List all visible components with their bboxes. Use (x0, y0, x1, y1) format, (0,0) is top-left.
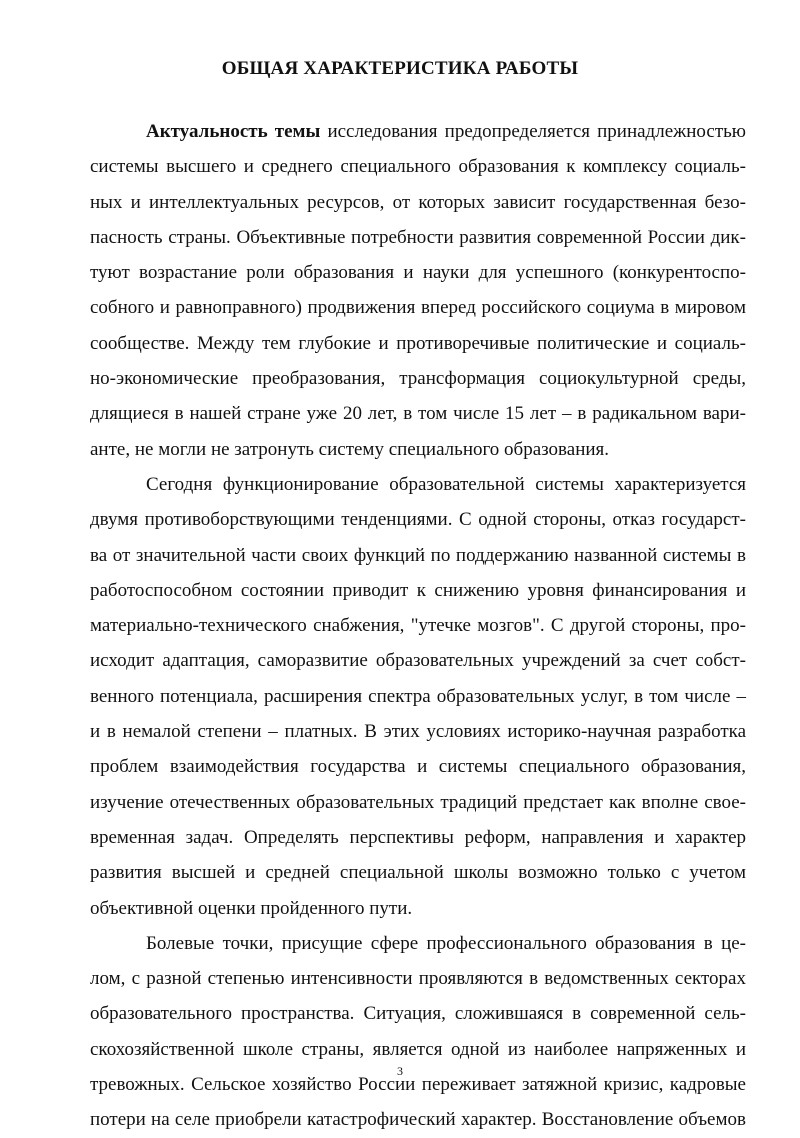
paragraph-2-line-7: венного потенциала, расширения спектра образовательных услуг, в том числе – (90, 685, 746, 707)
paragraph-2-line-8: и в немалой степени – платных. В этих условиях историко-научная разработка (90, 721, 746, 743)
page-number: 3 (397, 1064, 403, 1078)
paragraph-1-lead: Актуальность темы (146, 121, 321, 142)
paragraph-1-line-2: системы высшего и среднего специального образования к комплексу социаль- (90, 156, 746, 178)
paragraph-2-line-1: Сегодня функционирование образовательной системы характеризуется (146, 473, 746, 495)
paragraph-3-line-4: скохозяйственной школе страны, является одной из наиболее напряженных и (90, 1038, 746, 1060)
paragraph-2-line-3: ва от значительной части своих функций по поддержанию названной системы в (90, 544, 746, 566)
paragraph-3-line-3: образовательного пространства. Ситуация, сложившаяся в современной сель- (90, 1003, 746, 1025)
paragraph-2-line-2: двумя противоборствующими тенденциями. С одной стороны, отказ государст- (90, 509, 746, 531)
paragraph-1-line-10: анте, не могли не затронуть систему специального образования. (90, 438, 610, 460)
paragraph-1-line-8: но-экономические преобразования, трансформация социокультурной среды, (90, 368, 746, 390)
paragraph-1-line-9: длящиеся в нашей стране уже 20 лет, в том числе 15 лет – в радикальном вари- (90, 403, 746, 425)
document-title: ОБЩАЯ ХАРАКТЕРИСТИКА РАБОТЫ (221, 58, 579, 79)
paragraph-2-line-5: материально-технического снабжения, "утечке мозгов". С другой стороны, про- (90, 615, 746, 637)
paragraph-3-line-2: лом, с разной степенью интенсивности проявляются в ведомственных секторах (90, 968, 746, 990)
paragraph-1-line-7: сообществе. Между тем глубокие и противоречивые политические и социаль- (90, 332, 746, 354)
paragraph-2-line-6: исходит адаптация, саморазвитие образовательных учреждений за счет собст- (90, 650, 746, 672)
paragraph-2-line-9: проблем взаимодействия государства и системы специального образования, (90, 756, 746, 778)
paragraph-3-line-6: потери на селе приобрели катастрофический характер. Восстановление объемов (90, 1109, 746, 1131)
paragraph-1-line-4: пасность страны. Объективные потребности развития современной России дик- (90, 226, 746, 248)
paragraph-3-line-5: тревожных. Сельское хозяйство России переживает затяжной кризис, кадровые (90, 1074, 746, 1096)
paragraph-1-line-6: собного и равноправного) продвижения вперед российского социума в мировом (90, 297, 746, 319)
paragraph-2-line-13: объективной оценки пройденного пути. (90, 897, 413, 919)
paragraph-2-line-4: работоспособном состоянии приводит к снижению уровня финансирования и (90, 579, 746, 601)
paragraph-3-line-1: Болевые точки, присущие сфере профессионального образования в це- (146, 932, 746, 954)
paragraph-2-line-10: изучение отечественных образовательных традиций предстает как вполне свое- (90, 791, 746, 813)
paragraph-2-line-12: развития высшей и средней специальной школы возможно только с учетом (90, 862, 746, 884)
paragraph-1-line-5: туют возрастание роли образования и науки для успешного (конкурентоспо- (90, 262, 746, 284)
paragraph-1-line-1-text: исследования предопределяется принадлежностью (320, 121, 746, 142)
paragraph-2-line-11: временная задач. Определять перспективы реформ, направления и характер (90, 826, 746, 848)
document-body (90, 114, 746, 1138)
paragraph-1-line-3: ных и интеллектуальных ресурсов, от которых зависит государственная безо- (90, 191, 746, 213)
paragraph-1-line-1 (90, 114, 746, 149)
